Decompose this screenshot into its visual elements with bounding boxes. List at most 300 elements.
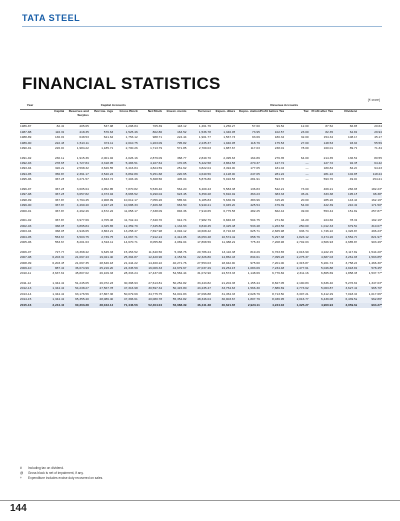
value-cell: 148.53 xyxy=(309,140,333,145)
value-cell: — xyxy=(284,161,308,166)
value-cell: 5,636.39 xyxy=(223,197,236,202)
value-cell: 5,422.58 xyxy=(187,161,211,166)
value-cell: 4,373.04 xyxy=(89,192,113,197)
value-cell: 160.01 xyxy=(323,146,334,151)
data-table xyxy=(20,103,382,308)
value-cell: 936.74 xyxy=(299,229,309,234)
year-cell: 2000-01 xyxy=(20,208,32,213)
value-cell: 27,867.36 xyxy=(99,291,114,296)
value-cell: 52,404.04 xyxy=(138,303,162,308)
value-cell: 367.87 xyxy=(54,208,65,213)
value-cell: 585.64 xyxy=(177,197,187,202)
value-cell: 3,244.41 xyxy=(40,303,64,308)
value-cell: 3,627.41 xyxy=(333,286,357,291)
column-header: Borrow- ings xyxy=(94,109,114,113)
value-cell: 10,608.42 xyxy=(197,229,211,234)
value-cell: 48,346.04 xyxy=(187,297,211,302)
year-col-spacer xyxy=(20,110,40,124)
value-cell: 46,441.38 xyxy=(187,303,211,308)
value-cell: 50,415.80 xyxy=(162,286,186,291)
footnote-symbol: + xyxy=(20,476,22,480)
value-cell: 3,863.21 xyxy=(101,229,114,234)
value-cell: 368.05 xyxy=(54,229,65,234)
value-cell: 1,083.09 xyxy=(235,266,259,271)
value-cell: 78.31 xyxy=(349,218,358,223)
value-cell: 40,271.76 xyxy=(172,260,187,265)
value-cell: 679.50 xyxy=(333,224,357,229)
value-cell: 1,858.38 xyxy=(345,271,358,276)
value-cell: 1,593.85* xyxy=(357,255,382,260)
value-cell: 5,251.68 xyxy=(138,172,162,177)
value-cell: 819.29 xyxy=(250,249,260,254)
value-cell: 8,036.95 xyxy=(260,297,284,302)
value-cell: 224.66 xyxy=(323,218,334,223)
value-cell: 170.05 xyxy=(162,161,186,166)
value-cell: 21,097.43 xyxy=(64,255,88,260)
value-cell: 3,540.24 xyxy=(89,172,113,177)
value-cell: 3,605.64 xyxy=(76,186,89,191)
value-cell: 7,886.69 xyxy=(260,286,284,291)
value-cell: 3,494.00 xyxy=(223,166,236,171)
value-cell: 44,679.67 xyxy=(162,266,186,271)
value-cell: 195.15 xyxy=(333,192,357,197)
value-cell: 367.28 xyxy=(54,186,65,191)
year-cell: 1993-94 xyxy=(20,166,32,171)
value-cell: 6,290.04 xyxy=(138,192,162,197)
value-cell: 904.27* xyxy=(357,303,382,308)
year-cell: 2005-06 xyxy=(20,240,32,245)
value-cell: 2,495.63 xyxy=(223,155,236,160)
value-cell: 564.20 xyxy=(177,186,187,191)
value-cell: 56,088.39 xyxy=(162,303,186,308)
value-cell: 44.20 xyxy=(300,218,309,223)
value-cell: 16,006.33 xyxy=(138,266,162,271)
value-cell: 320.22 xyxy=(54,166,65,171)
value-cell: 30,398.93 xyxy=(123,280,138,285)
value-cell: 108.17 xyxy=(348,135,358,140)
column-header: Turnover xyxy=(197,109,211,113)
value-cell: 2,923.11 xyxy=(235,303,259,308)
value-cell: 6,940.21 xyxy=(187,203,211,208)
value-cell: 1,901.77 xyxy=(198,135,211,140)
value-cell: 54.00 xyxy=(284,203,308,208)
value-cell: 8,713.50 xyxy=(272,291,285,296)
value-cell: 5,201.74 xyxy=(321,260,334,265)
value-cell: 21,444.22 xyxy=(123,260,138,265)
value-cell: 1,753.12 xyxy=(125,135,138,140)
value-cell: 593.76 xyxy=(323,177,334,182)
value-cell: 22,326.80 xyxy=(187,255,211,260)
value-cell: 533.48 xyxy=(235,224,259,229)
value-cell: 6,776.82 xyxy=(272,271,285,276)
value-cell: 6,636.40 xyxy=(321,280,334,285)
value-cell: 45,807.02 xyxy=(75,271,89,276)
value-cell: 27,567.78 xyxy=(89,286,113,291)
value-cell: 4,946.65 xyxy=(76,229,89,234)
value-cell: 151.82 xyxy=(348,208,358,213)
value-cell: 4,026.16 xyxy=(125,155,138,160)
value-cell: 2,598.32 xyxy=(76,166,89,171)
value-cell: 2,028.79 xyxy=(247,291,260,296)
value-cell: 802.86 xyxy=(138,129,162,134)
value-cell: 26,072.23 xyxy=(99,280,114,285)
value-cell: 775.33 xyxy=(250,240,260,245)
value-cell: 87.52 xyxy=(325,124,334,129)
year-header: Year xyxy=(20,103,40,110)
year-cell: 1994-95 xyxy=(20,172,40,177)
value-cell: 1,325.27 xyxy=(284,303,308,308)
value-cell: 4,918.81 xyxy=(333,266,357,271)
value-cell: 60,303.38 xyxy=(64,303,88,308)
value-cell: 887.41 xyxy=(40,266,64,271)
revenue-accounts-header: Revenue Accounts xyxy=(187,103,382,110)
value-cell: 1,807.79 xyxy=(235,297,259,302)
value-cell: 66.86 xyxy=(349,124,358,129)
value-cell: 73.95 xyxy=(235,129,259,134)
value-cell: 2,709.03 xyxy=(198,146,211,151)
value-cell: 278.65 xyxy=(40,161,64,166)
value-cell: 92.35 xyxy=(333,161,357,166)
column-header: Reserves and Surplus xyxy=(68,109,89,117)
value-cell: 576.63 xyxy=(89,129,113,134)
value-cell: 1,940.05 xyxy=(211,140,235,145)
value-cell: 6,409.43 xyxy=(198,186,211,191)
value-cell: 383.33 xyxy=(260,192,284,197)
value-cell: 192.19* xyxy=(371,218,382,223)
value-cell: 1,536.78 xyxy=(187,129,211,134)
year-cell: 2004-05 xyxy=(20,234,40,239)
value-cell: 12,420.96 xyxy=(138,255,162,260)
value-cell: 271.60 xyxy=(274,218,285,223)
value-cell: 821.97* xyxy=(357,234,382,239)
value-cell: 1,256.27 xyxy=(223,124,236,129)
value-cell: 367.87 xyxy=(54,197,65,202)
value-cell: 118.12 xyxy=(177,124,187,129)
value-cell: 47,316.98 xyxy=(113,286,137,291)
value-cell: 1,887.67 xyxy=(223,146,236,151)
value-cell: 333.38 xyxy=(309,192,333,197)
value-cell: 98.38* xyxy=(357,192,382,197)
unit-note: (₹ crore) xyxy=(367,98,380,102)
value-cell: 49.00 xyxy=(300,208,309,213)
year-cell: 2003-04 xyxy=(20,229,32,234)
value-cell: 3,822.04 xyxy=(198,166,211,171)
year-cell: 1990-91 xyxy=(20,146,32,151)
value-cell: 542.21 xyxy=(274,186,285,191)
value-cell: 405.65 xyxy=(79,124,89,129)
value-cell: 7,018.34 xyxy=(345,291,358,296)
value-cell: 7,912.24 xyxy=(138,234,162,239)
value-cell: 2,235.37 xyxy=(187,140,211,145)
value-cell: 2,685.87 xyxy=(345,240,358,245)
value-cell: 4,224.02 xyxy=(260,303,284,308)
value-cell: 28,043.14 xyxy=(89,303,113,308)
value-cell: 164.89 xyxy=(250,155,260,160)
value-cell: 26,109.33 xyxy=(99,271,114,276)
value-cell: 19,021.40 xyxy=(89,255,113,260)
value-cell: 54,001.83 xyxy=(172,291,187,296)
value-cell: 2,773.62 xyxy=(284,286,308,291)
value-cell: 102.85 xyxy=(333,172,357,177)
value-cell: 7,056.26 xyxy=(150,197,163,202)
value-cell: 5,483.51 xyxy=(113,161,137,166)
value-cell: 116.39 xyxy=(40,129,64,134)
value-cell: 1,148.69 xyxy=(247,271,260,276)
value-cell: 16,053.48 xyxy=(187,234,211,239)
value-cell: 903.49* xyxy=(371,240,382,245)
value-cell: 127.72 xyxy=(309,161,333,166)
column-header: Invest- ments xyxy=(166,109,187,113)
value-cell: 247.05 xyxy=(235,172,259,177)
value-cell: 3,977.69 xyxy=(76,218,89,223)
footnote-text: Expenditure includes excise duty recovered on sales. xyxy=(28,476,104,480)
table-body xyxy=(20,124,382,309)
value-cell: 1,017.66* xyxy=(368,291,382,296)
value-cell: 10,012.17 xyxy=(123,197,138,202)
value-cell: 1,263.56 xyxy=(260,224,284,229)
value-cell: 177.05 xyxy=(250,166,260,171)
value-cell: 4,128.00 xyxy=(211,172,235,177)
value-cell: 224.44 xyxy=(177,135,187,140)
value-cell: 118.24 xyxy=(357,172,382,177)
value-cell: 1,746.22 xyxy=(321,229,334,234)
value-cell: 988.71 xyxy=(152,135,163,140)
value-cell: 47,396.61 xyxy=(113,297,137,302)
value-cell: 1,185.71 xyxy=(101,146,114,151)
table-row xyxy=(20,303,382,308)
value-cell: 2,016.77 xyxy=(284,297,308,302)
value-cell: 281.22 xyxy=(309,172,333,177)
value-cell: 14,852.43 xyxy=(211,255,235,260)
value-cell: 2,412.05 xyxy=(162,234,186,239)
value-cell: 4,687.03 xyxy=(309,255,333,260)
value-cell: 7,201.00 xyxy=(272,260,285,265)
value-cell: 6,185.83 xyxy=(198,197,211,202)
value-cell: 102.57 xyxy=(260,129,284,134)
value-cell: 13,368.42 xyxy=(75,249,89,254)
value-cell: 1,344.41 xyxy=(40,297,64,302)
year-cell: 1997-98 xyxy=(20,192,40,197)
value-cell: 27,553.03 xyxy=(197,260,211,265)
value-cell: 6,439.52 xyxy=(333,297,357,302)
year-cell: 1999-00 xyxy=(20,203,40,208)
value-cell: 51,245.05 xyxy=(75,280,89,285)
value-cell: 663.50 xyxy=(162,203,186,208)
value-cell: 3,261.96 xyxy=(333,255,357,260)
value-cell: 3,626.55 xyxy=(101,166,114,171)
value-cell: 2,315.87 xyxy=(296,260,309,265)
value-cell: 9,840.45 xyxy=(187,224,211,229)
value-cell: 5,276.69 xyxy=(345,280,358,285)
value-cell: 3,117.82 xyxy=(345,249,358,254)
value-cell: 71.34 xyxy=(374,146,382,151)
value-cell: 625.71 xyxy=(250,229,260,234)
value-cell: 975.60 xyxy=(250,260,260,265)
value-cell: 33,443.82 xyxy=(197,280,211,285)
year-cell: 1988-89 xyxy=(20,135,32,140)
value-cell: 422.39 xyxy=(309,203,333,208)
value-cell: 154.21 xyxy=(372,177,382,182)
value-cell: 250.00 xyxy=(284,224,308,229)
value-cell: 2,552.70 xyxy=(333,234,357,239)
value-cell: 571.85 xyxy=(177,146,187,151)
value-cell: 2,849.70 xyxy=(198,155,211,160)
footnote-symbol: # xyxy=(20,466,22,470)
value-cell: 10,574.42 xyxy=(211,234,235,239)
value-cell: 28,333.24 xyxy=(123,271,138,276)
capital-accounts-header: Capital Accounts xyxy=(40,103,187,110)
value-cell: 621.64 xyxy=(103,135,114,140)
value-cell: 20,786.24 xyxy=(197,249,211,254)
value-cell: 8,827.05 xyxy=(272,280,285,285)
value-cell: 19,254.15 xyxy=(211,266,235,271)
value-cell: 4,492.46 xyxy=(76,208,89,213)
value-cell: 795.82 xyxy=(162,140,186,145)
value-cell: 965.70* xyxy=(357,286,382,291)
value-cell: 1,344.41 xyxy=(52,280,65,285)
year-cell: 2001-02 xyxy=(20,218,32,223)
value-cell: 14,460.22 xyxy=(148,260,163,265)
value-cell: 30,597.34 xyxy=(138,286,162,291)
value-cell: 2,001.02 xyxy=(101,155,114,160)
value-cell: 6,862.89 xyxy=(113,172,137,177)
value-cell: 367.87 xyxy=(54,218,65,223)
year-cell: 1987-88 xyxy=(20,129,40,134)
value-cell: 4,908.99 xyxy=(101,197,114,202)
value-cell: 6,203.45 xyxy=(52,260,65,265)
value-cell: 93.94 xyxy=(333,140,357,145)
year-cell: 2009-10 xyxy=(20,266,40,271)
year-cell: 2007-08 xyxy=(20,255,40,260)
value-cell: 181.04 xyxy=(274,166,285,171)
value-cell: 6,045.20 xyxy=(211,203,235,208)
value-cell: 180.34 xyxy=(274,135,285,140)
value-cell: 7,697.98 xyxy=(150,229,163,234)
value-cell: 7,338.09 xyxy=(150,208,163,213)
value-cell: 117.03 xyxy=(250,146,260,151)
value-cell: 8,665.52 xyxy=(113,192,137,197)
value-cell: 30,903.67 xyxy=(211,297,235,302)
value-cell: 94.23 xyxy=(374,166,382,171)
value-cell: 45.21 xyxy=(284,192,308,197)
value-cell: 80.55 xyxy=(374,155,382,160)
value-cell: 2,739.75 xyxy=(89,234,113,239)
value-cell: 367.87 xyxy=(40,203,64,208)
value-cell: 4,947.23 xyxy=(89,203,113,208)
value-cell: 281.91 xyxy=(250,177,260,182)
value-cell: 3,843.74 xyxy=(101,177,114,182)
value-cell: 4,325.65 xyxy=(89,224,113,229)
value-cell: 270.37 xyxy=(235,161,259,166)
value-cell: 834.61 xyxy=(235,255,259,260)
value-cell: 4,705.46 xyxy=(101,218,114,223)
value-cell: 1,326.87 xyxy=(345,229,358,234)
value-cell: 7,208.96 xyxy=(272,240,285,245)
value-cell: 118.79 xyxy=(235,140,259,145)
value-cell: 5,368.56 xyxy=(150,177,163,182)
value-cell: 496.23* xyxy=(371,229,382,234)
value-cell: 36,074.99 xyxy=(64,266,88,271)
value-cell: 4,640.56 xyxy=(187,172,211,177)
column-header-row xyxy=(20,110,382,124)
value-cell: 1,298.84 xyxy=(125,124,138,129)
value-cell: 285.20 xyxy=(323,197,334,202)
value-cell: 2,190.83 xyxy=(296,280,309,285)
value-cell: 5,046.88 xyxy=(309,266,333,271)
value-cell: 7,345.80 xyxy=(138,224,162,229)
value-cell: 18,942.90 xyxy=(221,260,236,265)
year-cell: 2012-13 xyxy=(20,286,40,291)
year-cell: 1989-90 xyxy=(20,140,40,145)
value-cell: 553.67 xyxy=(40,234,64,239)
value-cell: 136.09 xyxy=(54,135,65,140)
value-cell: 8,425.48 xyxy=(211,224,235,229)
value-cell: 3,864.56 xyxy=(211,161,235,166)
value-cell: — xyxy=(284,172,308,177)
value-cell: 266.96 xyxy=(348,186,358,191)
brand-logo: TATA STEEL xyxy=(22,13,81,23)
value-cell: 846.36 xyxy=(177,208,187,213)
value-cell: 5,338.76 xyxy=(174,249,187,254)
value-cell: 127.72 xyxy=(260,161,284,166)
value-cell: 6,412.29 xyxy=(321,291,334,296)
value-cell: 705.39 xyxy=(152,124,163,129)
value-cell: 7,340.70 xyxy=(150,218,163,223)
value-cell: 537.98 xyxy=(103,124,114,129)
value-cell: 469.21 xyxy=(323,186,334,191)
value-cell: 162.19* xyxy=(371,197,382,202)
value-cell: 238.01 xyxy=(274,146,285,151)
value-cell: 6,775.56 xyxy=(223,208,236,213)
value-cell: 99.52 xyxy=(276,124,285,129)
value-cell: 504.75 xyxy=(250,218,260,223)
value-cell: 11,388.22 xyxy=(221,240,236,245)
footer-rule xyxy=(0,500,400,501)
value-cell: 45.17 xyxy=(374,135,382,140)
value-cell: 3,307.21 xyxy=(296,291,309,296)
value-cell: 31,454.33 xyxy=(221,291,236,296)
page-title: FINANCIAL STATISTICS xyxy=(22,74,221,93)
value-cell: 6,439.08 xyxy=(309,297,333,302)
value-cell: 11,742.44 xyxy=(124,218,138,223)
value-cell: 210.49 xyxy=(333,203,357,208)
value-cell: 12.00 xyxy=(300,124,309,129)
value-cell: 154.34 xyxy=(323,135,334,140)
page-number: 144 xyxy=(10,503,27,514)
value-cell: 479.39 xyxy=(260,203,284,208)
value-cell: 3,474.26 xyxy=(309,234,333,239)
column-header: Profit after Tax xyxy=(311,109,334,113)
value-cell: 15,453.52 xyxy=(123,249,138,254)
value-cell: 7,406.38 xyxy=(138,203,162,208)
value-cell: 4,153.51 xyxy=(162,255,186,260)
value-cell: 2,516.11 xyxy=(101,240,114,245)
value-cell: 21,097.35 xyxy=(75,260,89,265)
year-cell: 2014-15 xyxy=(20,297,40,302)
value-cell: 578.45* xyxy=(357,266,382,271)
value-cell: 425.54 xyxy=(235,203,259,208)
year-cell: 1986-87 xyxy=(20,124,32,129)
value-cell: 658.76 xyxy=(235,234,259,239)
value-cell: 1,461.76 xyxy=(198,124,211,129)
value-cell: 54,238.27 xyxy=(64,286,88,291)
value-cell: 136.83 xyxy=(250,186,260,191)
value-cell: 7,910.65 xyxy=(198,208,211,213)
value-cell: 1,346.05 xyxy=(211,129,235,134)
value-cell: 29.94 xyxy=(357,129,382,134)
value-cell: 20.00 xyxy=(300,197,309,202)
value-cell: 2,311.16 xyxy=(296,271,309,276)
